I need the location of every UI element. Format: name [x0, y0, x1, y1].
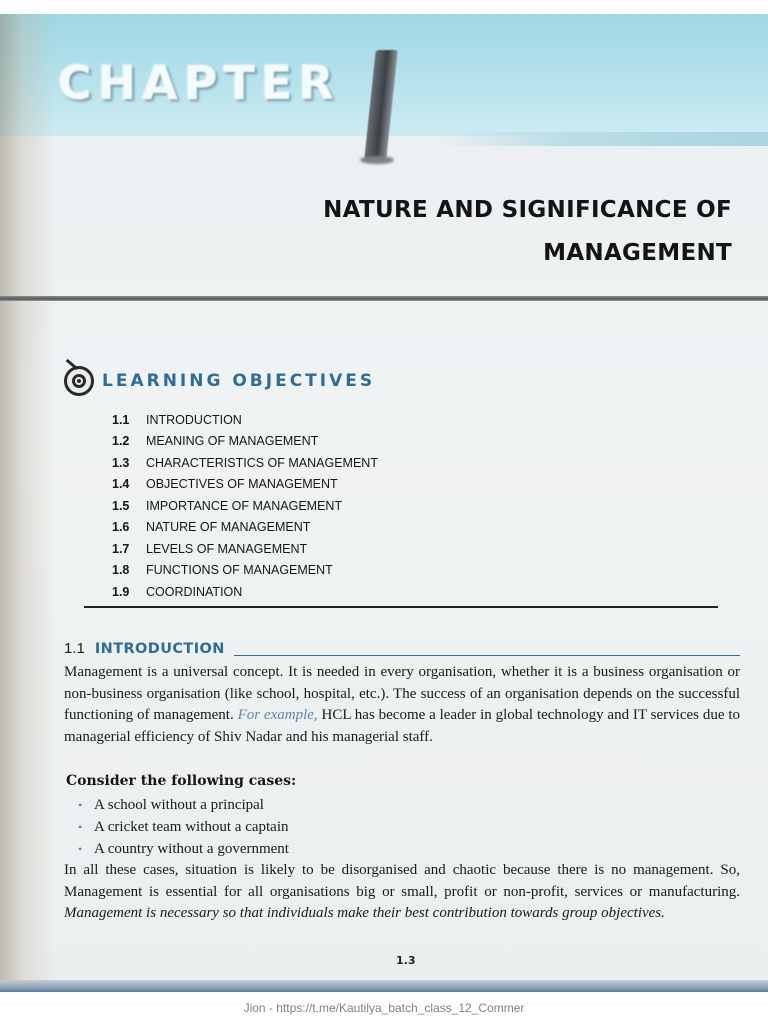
- banner-strip: [440, 132, 768, 146]
- list-item: 1.2 MEANING OF MANAGEMENT: [112, 434, 319, 449]
- chapter-title-line-2: MANAGEMENT: [543, 240, 732, 266]
- list-item: 1.1 INTRODUCTION: [112, 412, 242, 427]
- learning-objectives-heading: [64, 366, 375, 396]
- cases-heading: Consider the following cases:: [66, 773, 297, 789]
- list-item: 1.8 FUNCTIONS OF MANAGEMENT: [112, 563, 333, 578]
- conclusion-paragraph: In all these cases, situation is likely to be disorganised and chaotic because there is no management. So, Management is essential for all organisations big or small, profit or non-profit, services or manufacturing. Management is necessary so that individuals make their best contribution towards group objectives.: [64, 862, 740, 922]
- page-bottom-edge: [0, 980, 768, 992]
- list-item: 1.7 LEVELS OF MANAGEMENT: [112, 541, 308, 556]
- watermark-link[interactable]: Jion - https://t.me/Kautilya_batch_class_12_Commer: [243, 1001, 525, 1015]
- list-item: 1.4 OBJECTIVES OF MANAGEMENT: [112, 477, 338, 492]
- title-divider: [0, 296, 768, 301]
- example-label: For example,: [237, 707, 318, 724]
- cases-list: [78, 794, 289, 860]
- page-binding-shadow: [0, 14, 56, 992]
- section-heading-rule: [234, 655, 740, 656]
- list-item: 1.6 NATURE OF MANAGEMENT: [112, 520, 311, 535]
- list-item: • A country without a government: [78, 840, 289, 857]
- chapter-title-line-1: NATURE AND SIGNIFICANCE OF: [323, 197, 732, 223]
- list-item: 1.3 CHARACTERISTICS OF MANAGEMENT: [112, 455, 378, 470]
- list-item: 1.9 COORDINATION: [112, 584, 243, 599]
- book-page-photo: [0, 14, 768, 992]
- learning-objectives-title: LEARNING OBJECTIVES: [102, 371, 376, 391]
- section-title: INTRODUCTION: [94, 641, 225, 657]
- objectives-divider: [84, 606, 718, 608]
- section-heading: [64, 640, 225, 657]
- chapter-label: CHAPTER: [58, 56, 340, 110]
- list-item: • A school without a principal: [78, 796, 264, 813]
- page-number: 1.3: [396, 954, 416, 967]
- intro-paragraph: Management is a universal concept. It is needed in every organisation, whether it is a business organisation or non-business organisation (like school, hospital, etc.). The success of an organisation depends on the successful functioning of management. For example, HCL has become a leader in global technology and IT services due to managerial efficiency of Shiv Nadar and his managerial staff.: [64, 664, 740, 745]
- chapter-number-shadow: [360, 156, 394, 164]
- target-icon: [64, 366, 94, 396]
- list-item: • A cricket team without a captain: [78, 818, 289, 835]
- list-item: 1.5 IMPORTANCE OF MANAGEMENT: [112, 498, 343, 513]
- learning-objectives-list: [112, 409, 378, 603]
- section-number: 1.1: [64, 640, 85, 657]
